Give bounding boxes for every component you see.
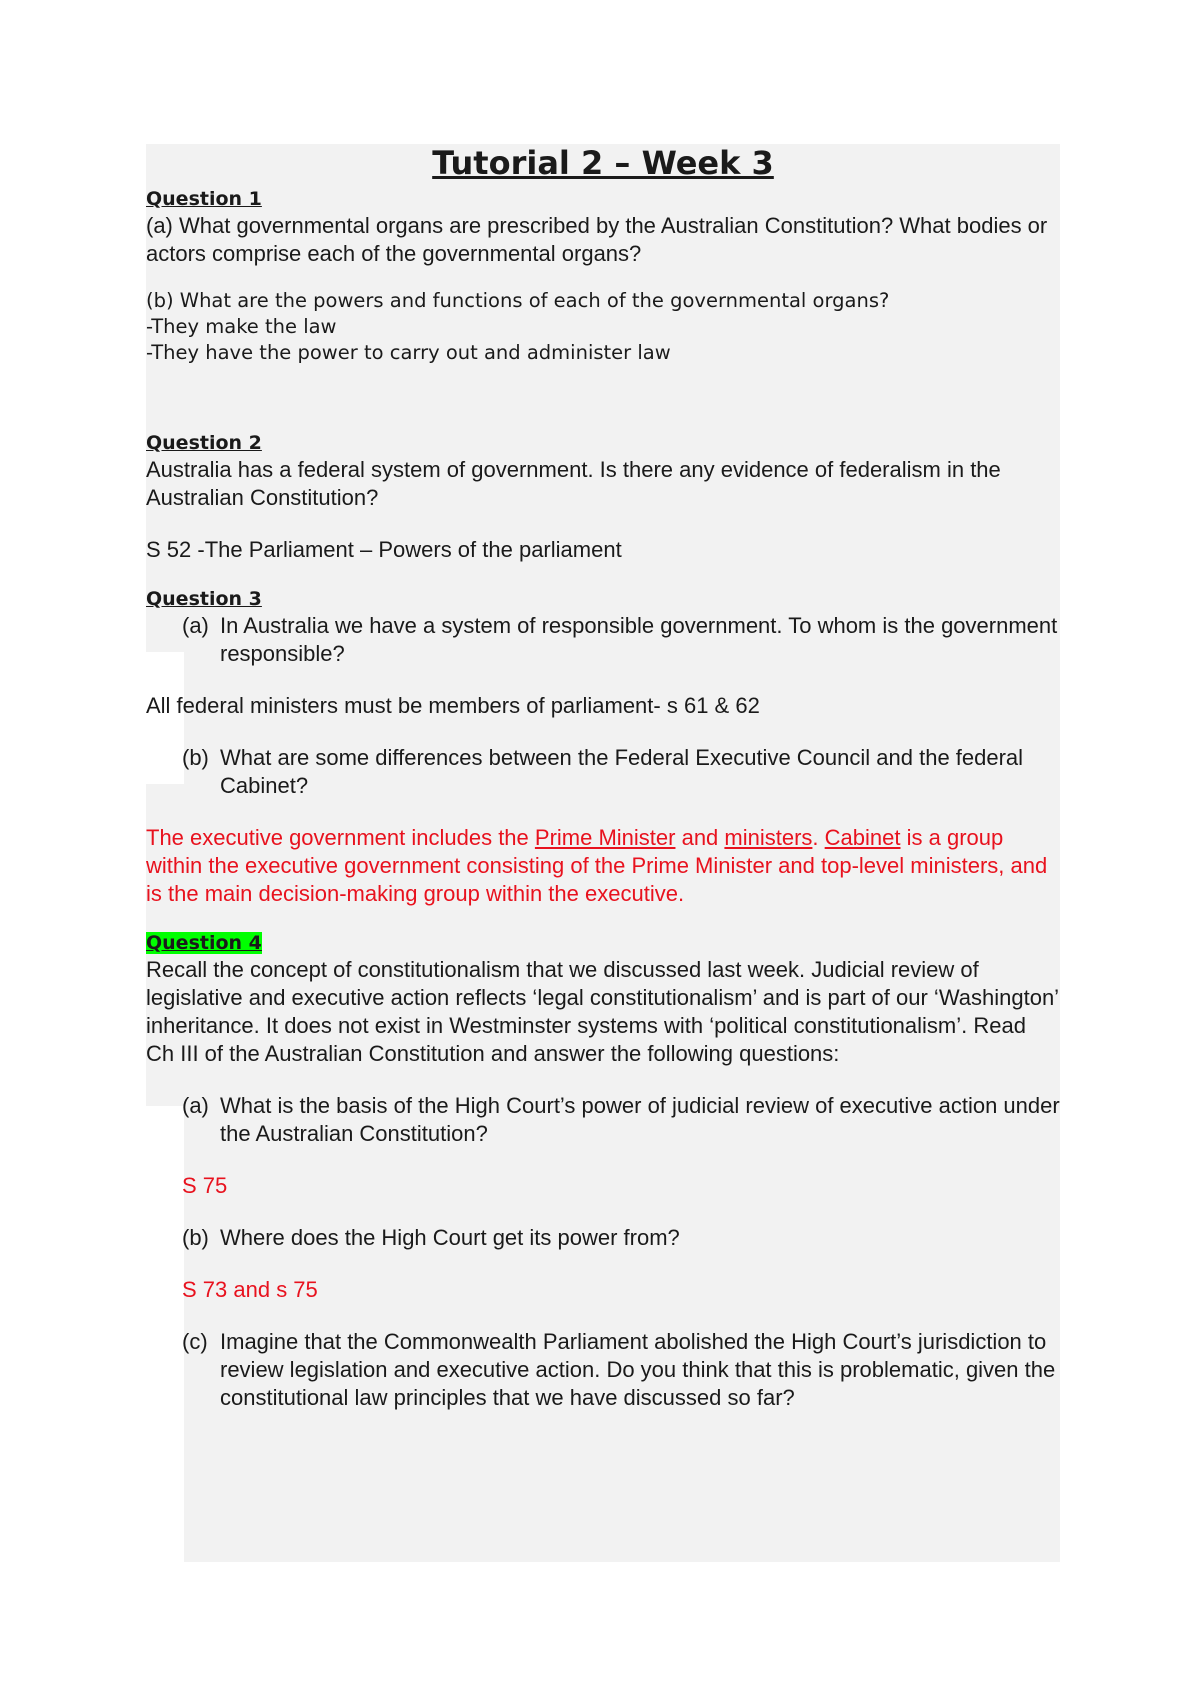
question-3a xyxy=(146,612,1060,668)
answer-3a: All federal ministers must be members of parliament- s 61 & 62 xyxy=(146,693,760,718)
ministers-link[interactable]: ministers xyxy=(724,825,813,850)
prime-minister-link[interactable]: Prime Minister xyxy=(534,825,676,850)
question-2 xyxy=(146,428,1060,564)
answer-3b xyxy=(146,824,1060,908)
question-3 xyxy=(146,584,1060,908)
document-body xyxy=(146,144,1060,1412)
question-2-text: Australia has a federal system of government. Is there any evidence of federalism in the Australian Constitution? xyxy=(146,457,1001,510)
question-4c-text: Imagine that the Commonwealth Parliament abolished the High Court’s jurisdiction to review legislation and executive action. Do you think that this is problematic, given the constitutional law principles that we have discussed so far? xyxy=(220,1329,1056,1410)
answer-2: S 52 -The Parliament – Powers of the parliament xyxy=(146,537,622,562)
question-3b-label: (b) xyxy=(182,745,209,770)
answer-4a: S 75 xyxy=(182,1173,228,1198)
question-4b-label: (b) xyxy=(182,1225,209,1250)
question-3a-text: In Australia we have a system of responsible government. To whom is the government responsible? xyxy=(220,613,1058,666)
question-1-heading: Question 1 xyxy=(146,188,262,210)
answer-3b-part-2: and xyxy=(675,825,725,850)
question-1 xyxy=(146,184,1060,366)
answer-1-line-2: -They have the power to carry out and administer law xyxy=(146,341,671,364)
answer-1-line-1: -They make the law xyxy=(146,315,337,338)
question-4 xyxy=(146,928,1060,1412)
question-3-heading: Question 3 xyxy=(146,588,262,610)
question-4a-text: What is the basis of the High Court’s power of judicial review of executive action under the Australian Constitution? xyxy=(220,1093,1060,1146)
answer-3b-part-3: . xyxy=(812,825,825,850)
answer-4b: S 73 and s 75 xyxy=(182,1277,318,1302)
question-4b xyxy=(146,1224,1060,1252)
question-2-heading: Question 2 xyxy=(146,432,262,454)
question-4b-text: Where does the High Court get its power from? xyxy=(220,1225,680,1250)
answer-3b-part-4: is a group within the executive government consisting of the Prime Minister and top-level ministers, and is the main decision-making group within the executive. xyxy=(146,825,1048,906)
question-4c-label: (c) xyxy=(182,1329,208,1354)
cabinet-link[interactable]: Cabinet xyxy=(824,825,901,850)
question-3b xyxy=(146,744,1060,800)
question-3a-label: (a) xyxy=(182,613,209,638)
question-4-text: Recall the concept of constitutionalism that we discussed last week. Judicial review of legislative and executive action reflects ‘legal constitutionalism’ and is part of our ‘Washington’ inheritance. It does not exist in Westminster systems with ‘political constitutionalism’. Read Ch III of the Australian Constitution and answer the following questions: xyxy=(146,957,1059,1066)
question-1a-text: (a) What governmental organs are prescribed by the Australian Constitution? What bodies or actors comprise each of the governmental organs? xyxy=(146,213,1048,266)
question-1b-text: (b) What are the powers and functions of each of the governmental organs? xyxy=(146,289,890,312)
question-4a-label: (a) xyxy=(182,1093,209,1118)
document-title: Tutorial 2 – Week 3 xyxy=(432,144,774,182)
question-3b-text: What are some differences between the Federal Executive Council and the federal Cabinet? xyxy=(220,745,1024,798)
question-4-heading: Question 4 xyxy=(146,932,262,954)
question-4a xyxy=(146,1092,1060,1148)
answer-3b-part-1: The executive government includes the xyxy=(146,825,535,850)
question-4c xyxy=(146,1328,1060,1412)
